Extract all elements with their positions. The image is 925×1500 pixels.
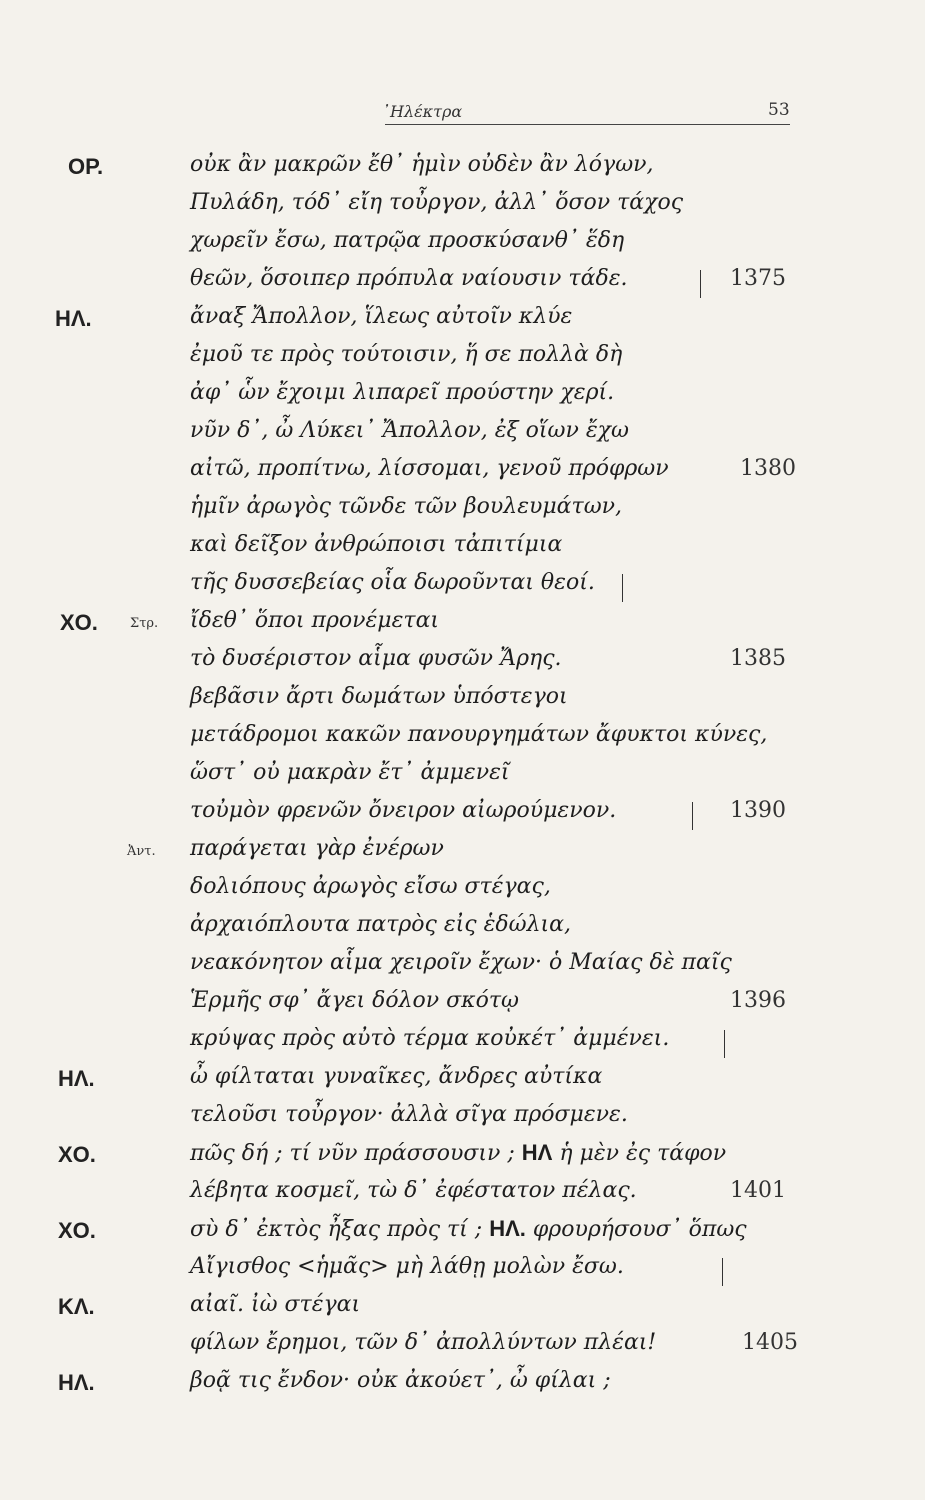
line-number: 1401 <box>730 1178 786 1203</box>
verse-text: Πυλάδη, τόδ᾿ εἴη τοὖργον, ἀλλ᾿ ὅσον τάχος <box>190 190 684 215</box>
verse-line <box>0 1288 925 1328</box>
verse-text: αἰτῶ, προπίτνω, λίσσομαι, γενοῦ πρόφρων <box>190 456 669 481</box>
verse-text: βεβᾶσιν ἄρτι δωμάτων ὑπόστεγοι <box>190 684 568 709</box>
verse-text: φίλων ἔρημοι, τῶν δ᾿ ἀπολλύντων πλέαι! <box>190 1330 657 1355</box>
verse-text: τοὐμὸν φρενῶν ὄνειρον αἰωρούμενον. <box>190 798 617 823</box>
antistrophe-marker: Ἀντ. <box>127 844 156 859</box>
line-number: 1385 <box>730 646 786 671</box>
header-rule <box>385 124 790 125</box>
verse-text: ἀρχαιόπλουτα πατρὸς εἰς ἑδώλια, <box>190 912 572 937</box>
verse-line <box>0 794 925 834</box>
speaker-label: ΟΡ. <box>68 154 104 179</box>
verse-line <box>0 1060 925 1100</box>
speaker-label: ΧΟ. <box>60 610 98 635</box>
verse-text: χωρεῖν ἔσω, πατρῷα προσκύσανθ᾿ ἕδη <box>190 228 625 253</box>
section-divider-bar <box>724 1030 725 1058</box>
verse-text: τελοῦσι τοὖργον· ἀλλὰ σῖγα πρόσμενε. <box>190 1102 628 1127</box>
verse-line <box>0 376 925 416</box>
section-divider-bar <box>692 802 693 830</box>
line-number: 1405 <box>742 1330 798 1355</box>
verse-line <box>0 490 925 530</box>
verse-text: ἐμοῦ τε πρὸς τούτοισιν, ἥ σε πολλὰ δὴ <box>190 342 623 367</box>
verse-text: Ἑρμῆς σφ᾿ ἄγει δόλον σκότῳ <box>190 988 519 1013</box>
verse-text: βοᾷ τις ἔνδον· οὐκ ἀκούετ᾿, ὦ φίλαι ; <box>190 1368 611 1393</box>
verse-line <box>0 1250 925 1290</box>
speaker-label: ΗΛ. <box>58 1066 95 1091</box>
verse-text: οὐκ ἂν μακρῶν ἔθ᾿ ἡμὶν οὐδὲν ἂν λόγων, <box>190 152 654 177</box>
verse-text: τὸ δυσέριστον αἷμα φυσῶν Ἄρης. <box>190 646 562 671</box>
verse-text-before: σὺ δ᾿ ἐκτὸς ἦξας πρὸς τί ; <box>190 1217 483 1242</box>
line-number: 1390 <box>730 798 786 823</box>
verse-line <box>0 908 925 948</box>
speaker-label: ΧΟ. <box>58 1218 96 1243</box>
inline-speaker-label: ΗΛ. <box>489 1216 526 1241</box>
verse-text-before: πῶς δή ; τί νῦν πράσσουσιν ; <box>190 1141 515 1166</box>
verse-line <box>0 528 925 568</box>
verse-line <box>0 300 925 340</box>
speaker-label: ΗΛ. <box>58 1370 95 1395</box>
verse-line <box>0 718 925 758</box>
verse-text: νῦν δ᾿, ὦ Λύκει᾿ Ἄπολλον, ἐξ οἵων ἔχω <box>190 418 629 443</box>
verse-text: αἰαῖ. ἰὼ στέγαι <box>190 1292 361 1317</box>
verse-line <box>0 186 925 226</box>
verse-line <box>0 604 925 644</box>
verse-text: ἴδεθ᾿ ὅποι προνέμεται <box>190 608 440 633</box>
verse-line <box>0 224 925 264</box>
verse-line <box>0 1022 925 1062</box>
verse-text: νεακόνητον αἷμα χειροῖν ἔχων· ὁ Μαίας δὲ παῖς <box>190 950 732 975</box>
verse-text: ὦ φίλταται γυναῖκες, ἄνδρες αὐτίκα <box>190 1064 603 1089</box>
inline-speaker-label: ΗΛ <box>521 1140 553 1165</box>
verse-line <box>0 756 925 796</box>
section-divider-bar <box>700 270 701 298</box>
verse-line <box>0 1212 925 1252</box>
section-divider-bar <box>622 574 623 602</box>
verse-text: δολιόπους ἀρωγὸς εἴσω στέγας, <box>190 874 551 899</box>
verse-line <box>0 1098 925 1138</box>
verse-line <box>0 338 925 378</box>
verse-text: ἄναξ Ἄπολλον, ἵλεως αὐτοῖν κλύε <box>190 304 573 329</box>
verse-line <box>0 832 925 872</box>
verse-text: Αἴγισθος <ἡμᾶς> μὴ λάθῃ μολὼν ἔσω. <box>190 1254 624 1279</box>
verse-line <box>0 946 925 986</box>
verse-text <box>190 1216 747 1242</box>
speaker-label: ΗΛ. <box>55 306 92 331</box>
verse-line <box>0 870 925 910</box>
verse-text-after: ἡ μὲν ἐς τάφον <box>559 1141 727 1166</box>
verse-text: μετάδρομοι κακῶν πανουργημάτων ἄφυκτοι κύνες, <box>190 722 768 747</box>
verse-text: ὥστ᾿ οὐ μακρὰν ἔτ᾿ ἀμμενεῖ <box>190 760 510 785</box>
verse-line <box>0 1326 925 1366</box>
verse-text: κρύψας πρὸς αὐτὸ τέρμα κοὐκέτ᾿ ἀμμένει. <box>190 1026 670 1051</box>
verse-line <box>0 452 925 492</box>
verse-text: θεῶν, ὅσοιπερ πρόπυλα ναίουσιν τάδε. <box>190 266 628 291</box>
verse-text <box>190 1140 726 1166</box>
page-number: 53 <box>768 100 790 120</box>
verse-text: παράγεται γὰρ ἐνέρων <box>190 836 444 861</box>
verse-line <box>0 1174 925 1214</box>
verse-text: καὶ δεῖξον ἀνθρώποισι τἀπιτίμια <box>190 532 563 557</box>
verse-text: λέβητα κοσμεῖ, τὼ δ᾿ ἐφέστατον πέλας. <box>190 1178 637 1203</box>
line-number: 1380 <box>740 456 796 481</box>
running-header-title: ᾿Ηλέκτρα <box>382 102 463 121</box>
verse-text: τῆς δυσσεβείας οἷα δωροῦνται θεοί. <box>190 570 595 595</box>
verse-text-after: φρουρήσουσ᾿ ὅπως <box>532 1217 747 1242</box>
verse-text: ἀφ᾿ ὧν ἔχοιμι λιπαρεῖ προύστην χερί. <box>190 380 615 405</box>
speaker-label: ΧΟ. <box>58 1142 96 1167</box>
verse-line <box>0 642 925 682</box>
verse-line <box>0 148 925 188</box>
verse-line <box>0 1364 925 1404</box>
section-divider-bar <box>722 1258 723 1286</box>
verse-line <box>0 680 925 720</box>
verse-line <box>0 414 925 454</box>
verse-line <box>0 984 925 1024</box>
line-number: 1375 <box>730 266 786 291</box>
verse-line <box>0 262 925 302</box>
strophe-marker: Στρ. <box>130 616 159 631</box>
speaker-label: ΚΛ. <box>58 1294 95 1319</box>
line-number: 1396 <box>730 988 786 1013</box>
verse-line <box>0 1136 925 1176</box>
verse-text: ἡμῖν ἀρωγὸς τῶνδε τῶν βουλευμάτων, <box>190 494 623 519</box>
verse-line <box>0 566 925 606</box>
